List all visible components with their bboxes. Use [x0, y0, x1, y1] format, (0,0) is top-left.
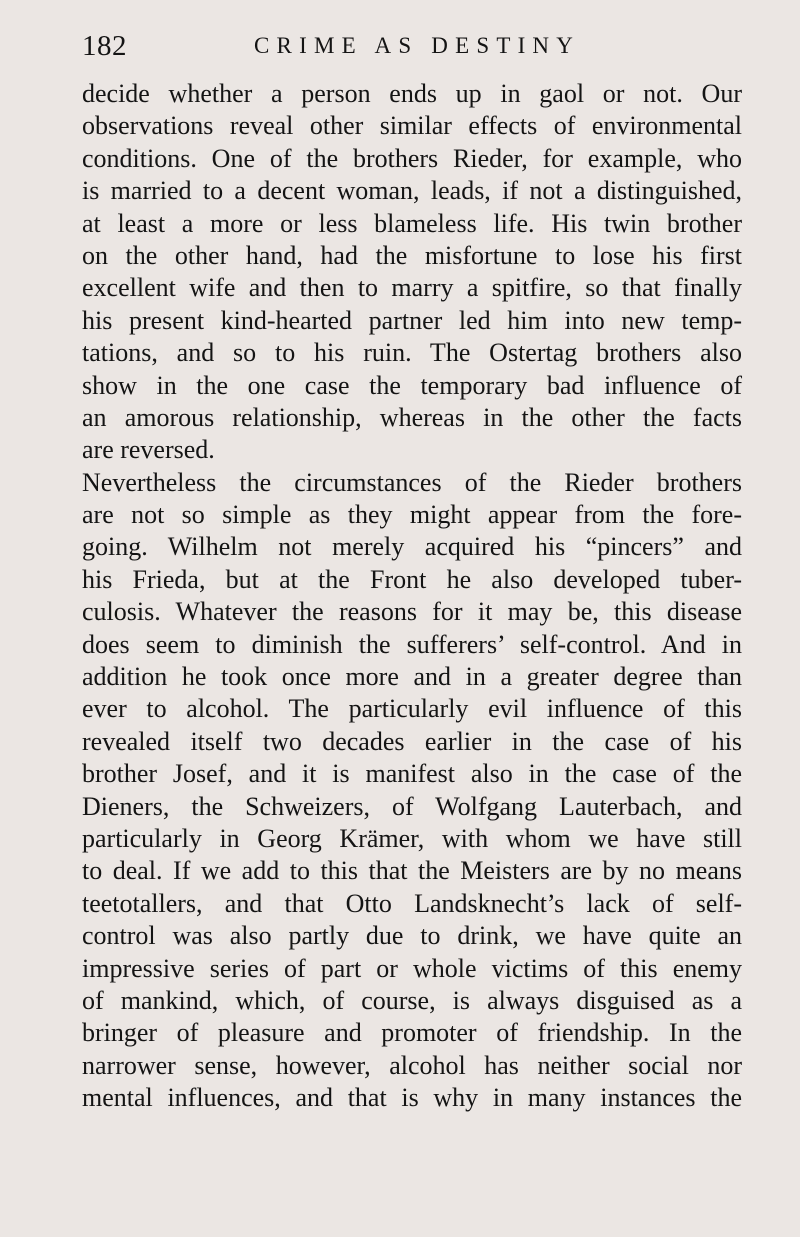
text-line: control was also partly due to drink, we have quite an [82, 921, 742, 951]
text-line: going. Wilhelm not merely acquired his “pincers” and [82, 532, 742, 562]
text-line: impressive series of part or whole victims of this enemy [82, 953, 742, 983]
running-title: CRIME AS DESTINY [254, 33, 581, 58]
text-line: excellent wife and then to marry a spitfire, so that finally [82, 273, 742, 303]
text-line: does seem to diminish the sufferers’ self-control. And in [82, 629, 742, 659]
text-line: ever to alcohol. The particularly evil influence of this [82, 694, 742, 724]
page-number: 182 [82, 30, 127, 62]
text-line: Nevertheless the circumstances of the Rieder brothers [82, 467, 742, 497]
text-line: decide whether a person ends up in gaol or not. Our [82, 79, 742, 108]
text-line: observations reveal other similar effects of environmental [82, 111, 742, 141]
running-head [82, 30, 782, 70]
text-line: particularly in Georg Krämer, with whom we have still [82, 823, 742, 853]
text-line: his Frieda, but at the Front he also developed tuber- [82, 564, 742, 594]
text-line: his present kind-hearted partner led him into new temp- [82, 305, 742, 335]
paragraph-end-line: are reversed. [82, 435, 215, 465]
text-line: show in the one case the temporary bad influence of [82, 370, 742, 400]
text-line: Dieners, the Schweizers, of Wolfgang Lauterbach, and [82, 791, 742, 821]
text-line: an amorous relationship, whereas in the other the facts [82, 402, 742, 432]
text-line: mental influences, and that is why in many instances the [82, 1083, 742, 1113]
text-line: teetotallers, and that Otto Landsknecht’s lack of self- [82, 888, 742, 918]
text-line: of mankind, which, of course, is always disguised as a [82, 985, 742, 1015]
text-line: narrower sense, however, alcohol has neither social nor [82, 1050, 742, 1080]
text-line: conditions. One of the brothers Rieder, for example, who [82, 143, 742, 173]
text-line: at least a more or less blameless life. His twin brother [82, 208, 742, 238]
text-line: tations, and so to his ruin. The Ostertag brothers also [82, 338, 742, 368]
text-line: are not so simple as they might appear from the fore- [82, 500, 742, 530]
body-text [82, 78, 742, 1115]
text-line: is married to a decent woman, leads, if not a distinguished, [82, 176, 742, 206]
text-line: brother Josef, and it is manifest also in the case of the [82, 759, 742, 789]
text-line: revealed itself two decades earlier in the case of his [82, 726, 742, 756]
text-line: addition he took once more and in a greater degree than [82, 662, 742, 692]
text-line: bringer of pleasure and promoter of friendship. In the [82, 1018, 742, 1048]
text-line: on the other hand, had the misfortune to lose his first [82, 240, 742, 270]
text-line: to deal. If we add to this that the Meisters are by no means [82, 856, 742, 886]
text-line: culosis. Whatever the reasons for it may be, this disease [82, 597, 742, 627]
